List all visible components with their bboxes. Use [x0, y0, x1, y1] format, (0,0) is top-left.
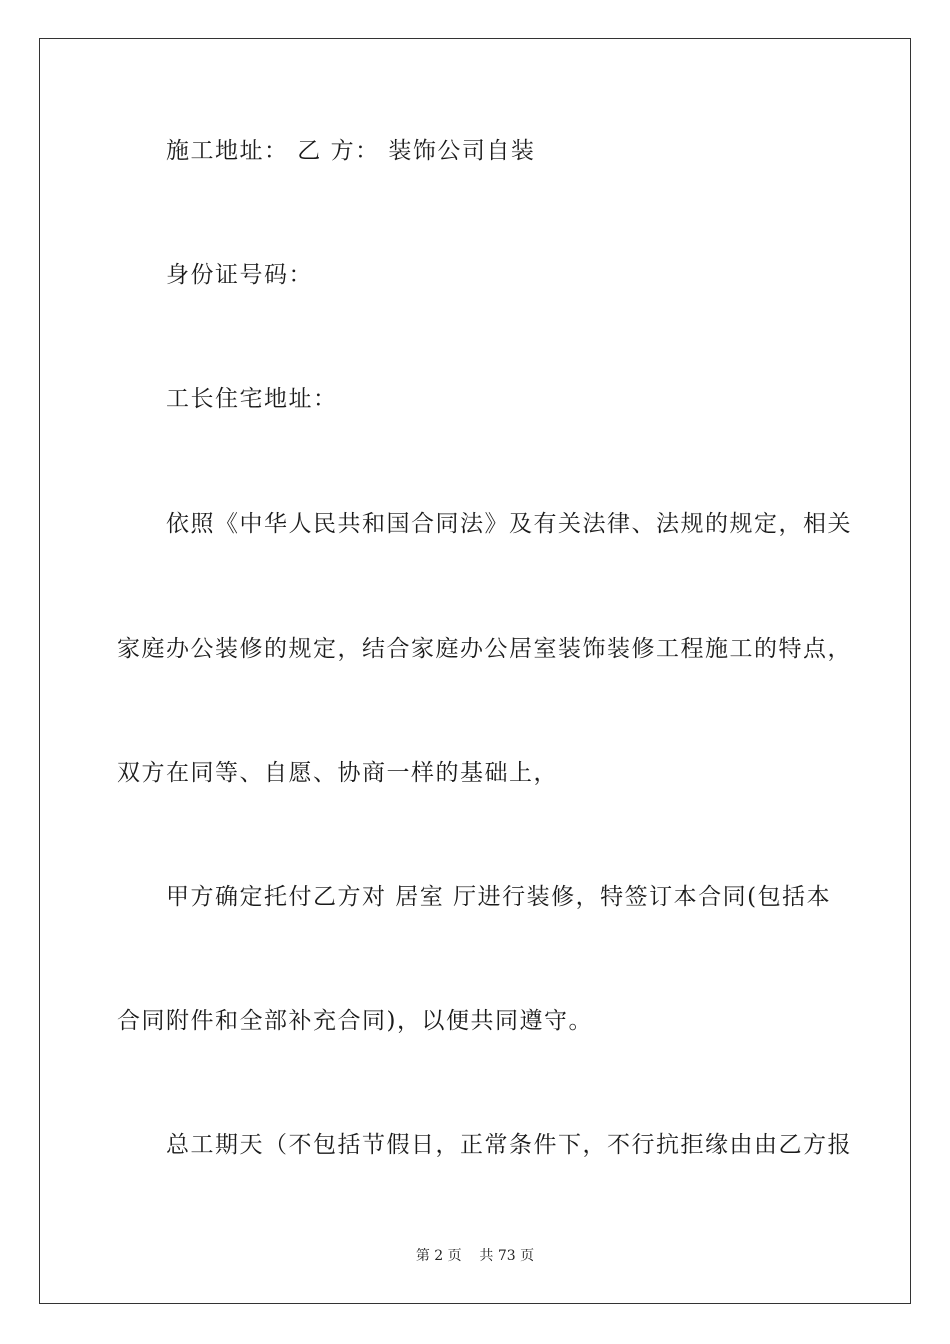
construction-address-line: 施工地址： 乙 方： 装饰公司自装: [166, 138, 536, 164]
paragraph-line: 家庭办公装修的规定，结合家庭办公居室装饰装修工程施工的特点，: [117, 636, 852, 662]
paragraph-line: 总工期天（不包括节假日，正常条件下，不行抗拒缘由由乙方报: [166, 1132, 852, 1158]
page-number-footer: 第 2 页 共 73 页: [415, 1248, 535, 1264]
paragraph-line: 双方在同等、自愿、协商一样的基础上，: [117, 760, 558, 786]
paragraph-line: 依照《中华人民共和国合同法》及有关法律、法规的规定，相关: [166, 511, 852, 537]
paragraph-line: 合同附件和全部补充合同)，以便共同遵守。: [117, 1008, 593, 1034]
page-border: [39, 38, 911, 1304]
id-number-line: 身份证号码：: [166, 262, 313, 288]
paragraph-line: 甲方确定托付乙方对 居室 厅进行装修，特签订本合同(包括本: [166, 884, 832, 910]
foreman-address-line: 工长住宅地址：: [166, 386, 338, 412]
